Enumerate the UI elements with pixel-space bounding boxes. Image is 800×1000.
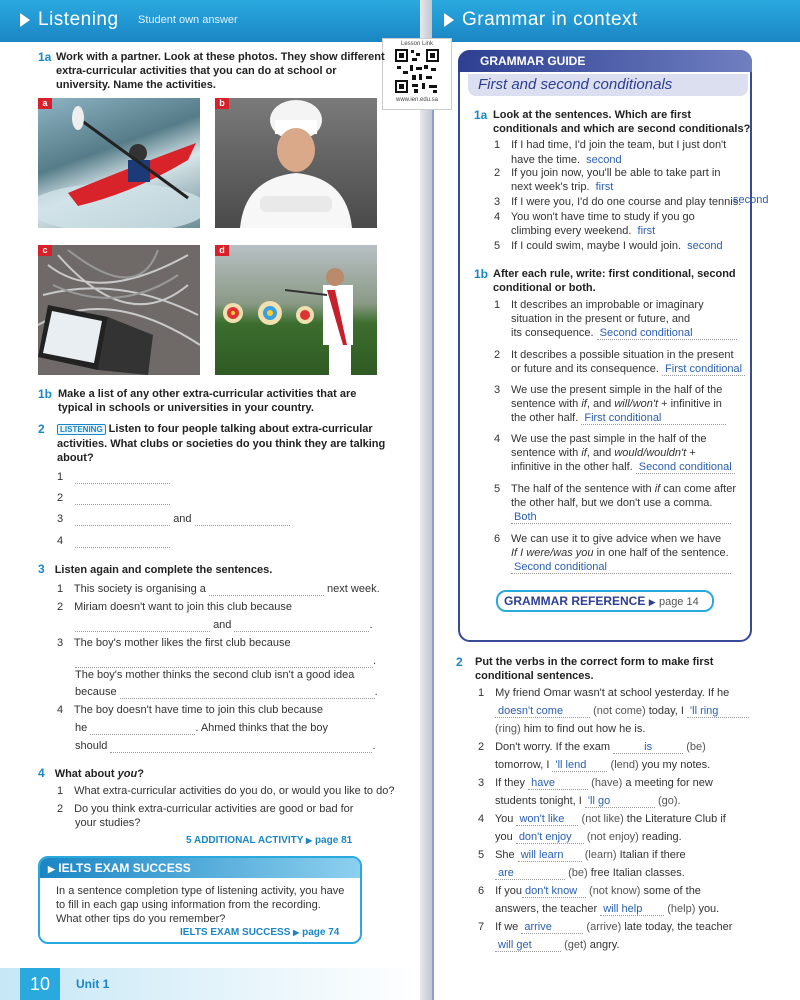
sentence-text: angry. (589, 939, 620, 951)
instruction-line: activities. What clubs or societies do you think they are talking (57, 438, 386, 450)
exercise-number: 1a (38, 50, 52, 64)
gap-fill-cont (495, 867, 685, 880)
answer-blank[interactable] (90, 723, 195, 735)
verb-hint: (ring) (495, 723, 521, 735)
laptop-illustration (38, 245, 200, 375)
handwritten-answer[interactable]: First conditional (662, 363, 745, 376)
italic-term: will/won't (614, 398, 659, 410)
photo-computing (38, 245, 200, 375)
verb-hint: (not like) (581, 813, 624, 825)
exercise-2 (38, 422, 386, 464)
sentence-text: You (494, 813, 514, 825)
handwritten-answer[interactable]: arrive (521, 921, 583, 934)
list-item (57, 535, 170, 548)
sentence-text: If I could swim, maybe I would join. (511, 240, 682, 252)
item-number: 2 (494, 167, 501, 179)
gap-fill-cont (495, 831, 682, 844)
rule-text: + infinitive in (658, 398, 722, 410)
guide-exercise-1a (474, 108, 751, 135)
grammar-guide-subtitle: First and second conditionals (468, 74, 748, 96)
rule-text: , and (586, 447, 615, 459)
handwritten-answer[interactable]: 'll ring (687, 705, 749, 718)
handwritten-answer[interactable]: 'll lend (552, 759, 607, 772)
item-number: 5 (494, 483, 501, 495)
rule-5 (494, 482, 744, 524)
verb-hint: (not come) (593, 705, 646, 717)
tip-line: to fill in each gap using information from the recording. (56, 899, 321, 911)
verb-hint: (be) (686, 741, 706, 753)
sentence-text: You won't have time to study if you go (510, 211, 695, 223)
grammar-header (432, 0, 800, 42)
item-number: 5 (494, 240, 501, 252)
photo-label: a (38, 98, 52, 109)
exercise-4 (38, 767, 144, 781)
italic-term: if (581, 447, 587, 459)
answer-blank[interactable] (75, 620, 210, 632)
item-number: 2 (57, 601, 64, 613)
exercise-instructions (57, 422, 392, 465)
arrow-icon: ▶ (293, 928, 300, 937)
handwritten-answer[interactable]: second (586, 154, 622, 166)
question-item: 2 Do you think extra-curricular activities are good or bad for (57, 803, 354, 815)
connector-text: and (173, 513, 192, 525)
exercise-1b (38, 387, 378, 414)
verb-hint: (be) (568, 867, 588, 879)
item-number: 1 (57, 471, 64, 483)
sentence-text: The boy's mother thinks the second club isn't a good idea (75, 669, 355, 681)
handwritten-answer[interactable]: Second conditional (511, 561, 731, 574)
verb-hint: (go). (657, 795, 681, 807)
sentence-text: If we (495, 921, 519, 933)
answer-blank[interactable] (195, 514, 290, 526)
item-number: 4 (57, 535, 64, 547)
exercise-number: 1a (474, 108, 488, 122)
ielts-box-header (40, 858, 360, 878)
rule-4 (494, 432, 754, 474)
sentence-text: . Ahmed thinks that the boy (195, 722, 329, 734)
handwritten-answer[interactable]: will help (600, 903, 664, 916)
grammar-reference-link[interactable] (496, 590, 714, 612)
rule-1 (494, 298, 744, 340)
handwritten-answer[interactable]: don't know (522, 885, 586, 898)
verb-hint: (have) (591, 777, 623, 789)
rule-text: We can use it to give advice when we have (511, 533, 722, 545)
listening-header (0, 0, 420, 42)
rule-text: The half of the sentence with (511, 483, 655, 495)
gap-fill-cont (495, 759, 710, 772)
sentence-text: should (75, 740, 108, 752)
item-number: 1 (494, 299, 501, 311)
sentence-text: My friend Omar wasn't at school yesterday. If he (495, 687, 730, 699)
sentence-text: Miriam doesn't want to join this club because (74, 601, 292, 613)
verb-hint: (not know) (589, 885, 641, 897)
guide-sentence (494, 139, 726, 152)
sentence-text: This society is organising a (73, 583, 206, 595)
page-ref: page 14 (658, 596, 699, 608)
handwritten-answer[interactable]: second (733, 194, 769, 206)
answer-blank[interactable] (75, 472, 170, 484)
unit-label: Unit 1 (76, 977, 110, 991)
rule-3 (494, 383, 744, 425)
rule-text: infinitive in the other half. (511, 461, 633, 473)
gap-fill-item (478, 885, 701, 898)
page-ref: page 74 (302, 927, 340, 938)
item-number: 1 (494, 139, 501, 151)
handwritten-answer[interactable]: are (495, 867, 565, 880)
sentence-text: answers, the teacher (495, 903, 598, 915)
exercise-2-grammar (456, 655, 714, 682)
page-ref: page 81 (314, 835, 353, 846)
rule-text: It describes an improbable or imaginary (511, 299, 704, 311)
exercise-number: 2 (456, 655, 463, 669)
answer-blank[interactable] (75, 656, 373, 668)
rule-text: or future and its consequence. (511, 363, 659, 375)
rule-text: its consequence. (511, 327, 594, 339)
arrow-icon: ▶ (648, 597, 656, 607)
gap-fill-cont (495, 903, 719, 916)
gap-fill-item (478, 849, 686, 862)
sentence-text: today, I (648, 705, 684, 717)
handwritten-answer[interactable]: Second conditional (597, 327, 737, 340)
question-text: Do you think extra-curricular activities are good or bad for (74, 803, 354, 815)
guide-sentence (494, 240, 726, 253)
exercise-instructions: What about (54, 768, 115, 780)
question-item: 1 What extra-curricular activities do you do, or would you like to do? (57, 785, 395, 797)
exercise-instructions (493, 267, 753, 295)
verb-hint: (arrive) (586, 921, 622, 933)
sentence-text: you my notes. (641, 759, 711, 771)
archery-illustration (215, 245, 377, 375)
gap-fill-item (478, 687, 729, 700)
sentence-text: If I were you, I'd do one course and play tennis. (511, 196, 742, 208)
instruction-line: extra-curricular activities that you can do at school or (56, 65, 337, 77)
handwritten-answer[interactable]: First conditional (581, 412, 726, 425)
header-note: Student own answer (138, 14, 238, 26)
sentence-text: next week's trip. (511, 181, 590, 193)
exercise-instructions (56, 50, 386, 92)
sentence-text: If I had time, I'd join the team, but I just don't (511, 139, 727, 151)
item-number: 3 (494, 384, 501, 396)
guide-exercise-1b (474, 267, 736, 294)
guide-sentence (494, 196, 774, 209)
page-border (432, 42, 434, 1000)
verb-hint: (lend) (610, 759, 639, 771)
answer-blank[interactable] (110, 741, 372, 753)
exercise-instructions: Listen again and complete the sentences. (54, 564, 273, 576)
sentence-text: next week. (327, 583, 380, 595)
item-number: 2 (494, 349, 501, 361)
exercise-number: 1b (38, 387, 53, 401)
list-item (57, 471, 170, 484)
exercise-number: 1b (474, 267, 489, 281)
sentence-text: because (75, 686, 117, 698)
exercise-number: 3 (38, 562, 45, 576)
guide-sentence-cont (511, 181, 616, 194)
answer-blank[interactable] (209, 584, 324, 596)
instruction-line: After each rule, write: first conditional, second (493, 268, 736, 280)
connector-text: and (213, 619, 232, 631)
gap-fill-item (478, 813, 726, 826)
lesson-link-url[interactable]: www.ien.edu.sa (395, 97, 439, 103)
answer-blank[interactable] (120, 687, 375, 699)
listening-badge: LISTENING (57, 424, 106, 435)
rule-text: + (686, 447, 696, 459)
exercise-instructions (493, 108, 753, 136)
instruction-line: Put the verbs in the correct form to make first (475, 656, 714, 668)
gap-fill-cont (495, 795, 681, 808)
item-number: 4 (57, 704, 64, 716)
answer-blank[interactable] (234, 620, 369, 632)
lesson-link-box[interactable] (382, 38, 452, 110)
gap-fill-cont (495, 723, 645, 736)
italic-term: if (581, 398, 587, 410)
rule-text: in one half of the sentence. (593, 547, 729, 559)
photo-chef (215, 98, 377, 228)
emphasis-text: you (117, 768, 138, 780)
answer-blank[interactable] (75, 536, 170, 548)
sentence-text: Don't worry. If the exam (495, 741, 611, 753)
sentence-text: She (495, 849, 515, 861)
guide-sentence (494, 211, 695, 224)
sentence-continuation: and . (75, 619, 373, 632)
instruction-line: conditionals and which are second conditionals? (493, 123, 751, 135)
kayak-illustration (38, 98, 200, 228)
rule-text: sentence with (511, 447, 582, 459)
section-title: Listening (38, 9, 119, 30)
additional-activity-link[interactable] (186, 834, 352, 847)
sentence-continuation (75, 669, 354, 682)
exercise-1a (38, 50, 385, 91)
rule-text: the other half. (511, 412, 579, 424)
page-number: 10 (20, 968, 60, 1000)
rule-text: sentence with (511, 398, 582, 410)
answer-blank[interactable] (75, 493, 170, 505)
instruction-line: conditional or both. (493, 282, 596, 294)
gap-fill-cont (495, 939, 620, 952)
guide-sentence-cont (511, 154, 625, 167)
rule-text: the other half, but we don't use a comma. (511, 497, 713, 509)
item-number: 3 (494, 196, 501, 208)
photo-archery (215, 245, 377, 375)
sentence-text: The boy's mother likes the first club because (73, 637, 291, 649)
sentence-text: If they (495, 777, 526, 789)
sentence-continuation: because . (75, 686, 378, 698)
sentence-text: Italian if there (619, 849, 686, 861)
guide-sentence-cont (511, 225, 658, 238)
link-text: GRAMMAR REFERENCE (504, 594, 646, 608)
photo-label: d (215, 245, 229, 256)
italic-term: if (654, 483, 661, 495)
exercise-number: 4 (38, 766, 45, 780)
page-footer (0, 968, 420, 1000)
rule-text: We use the present simple in the half of the (511, 384, 723, 396)
sentence-text: free Italian classes. (590, 867, 685, 879)
item-number: 1 (478, 687, 485, 699)
handwritten-answer[interactable]: will get (495, 939, 561, 952)
rule-text: It describes a possible situation in the present (511, 349, 734, 361)
exercise-number: 2 (38, 422, 45, 436)
grammar-guide-header: GRAMMAR GUIDE (458, 50, 752, 72)
sentence-text: If you join now, you'll be able to take part in (511, 167, 721, 179)
link-text: 5 ADDITIONAL ACTIVITY (186, 835, 304, 846)
item-number: 7 (478, 921, 485, 933)
sentence-continuation: should . (75, 740, 376, 752)
punctuation: ? (137, 768, 144, 780)
item-number: 4 (494, 433, 501, 445)
sentence-text: him to find out how he is. (523, 723, 646, 735)
qr-code-icon (394, 48, 440, 94)
item-number: 3 (57, 637, 64, 649)
instruction-line: Work with a partner. Look at these photos. They show different (56, 51, 385, 63)
sentence-item (57, 601, 292, 614)
handwritten-answer[interactable]: don't enjoy (516, 831, 584, 844)
rule-2 (494, 348, 754, 376)
sentence-text: The boy doesn't have time to join this club because (73, 704, 323, 716)
sentence-item (57, 637, 291, 650)
sentence-text: a meeting for new (625, 777, 713, 789)
instruction-line: university. Name the activities. (56, 79, 216, 91)
item-number: 1 (57, 583, 64, 595)
handwritten-answer[interactable]: won't like (516, 813, 578, 826)
instruction-line: about? (57, 452, 94, 464)
item-number: 2 (478, 741, 485, 753)
instruction-line: typical in schools or universities in your country. (58, 402, 314, 414)
sentence-text: he (75, 722, 88, 734)
sentence-text: reading. (641, 831, 682, 843)
verb-hint: (get) (564, 939, 587, 951)
handwritten-answer[interactable]: have (528, 777, 588, 790)
handwritten-answer[interactable]: first (637, 225, 656, 237)
lesson-link-label: Lesson Link (400, 41, 434, 47)
answer-blank[interactable] (75, 514, 170, 526)
box-title: IELTS EXAM SUCCESS (58, 861, 191, 875)
exercise-instructions (58, 387, 388, 415)
item-number: 2 (57, 492, 64, 504)
handwritten-answer[interactable]: is (613, 741, 683, 754)
list-item (57, 492, 170, 505)
verb-hint: (learn) (584, 849, 617, 861)
item-number: 5 (478, 849, 485, 861)
link-text: IELTS EXAM SUCCESS (180, 927, 291, 938)
triangle-icon: ▶ (48, 864, 55, 874)
handwritten-answer[interactable]: Second conditional (636, 461, 735, 474)
handwritten-answer[interactable]: first (595, 181, 614, 193)
sentence-text: you (495, 831, 513, 843)
instruction-line: Listen to four people talking about extra-curricular (108, 423, 373, 435)
verb-hint: (help) (667, 903, 696, 915)
guide-sentence (494, 167, 720, 180)
sentence-item (57, 704, 323, 717)
handwritten-answer[interactable]: second (687, 240, 723, 252)
section-title: Grammar in context (462, 9, 638, 30)
handwritten-answer[interactable]: Both (511, 511, 731, 524)
handwritten-answer[interactable]: will learn (518, 849, 582, 862)
arrow-icon: ▶ (306, 836, 313, 845)
exercise-3 (38, 563, 272, 577)
rule-text: situation in the present or future, and (511, 313, 691, 325)
page-gutter (420, 0, 432, 1000)
sentence-text: tomorrow, I (495, 759, 550, 771)
rule-6 (494, 532, 744, 574)
sentence-text: you. (698, 903, 720, 915)
sentence-continuation (75, 722, 328, 735)
item-number: 6 (478, 885, 485, 897)
sentence-text: students tonight, I (495, 795, 582, 807)
list-item (57, 513, 290, 526)
item-number: 3 (57, 513, 64, 525)
sentence-text: the Literature Club if (626, 813, 726, 825)
sentence-text: climbing every weekend. (511, 225, 632, 237)
gap-fill-item (478, 777, 713, 790)
sentence-text: If you (495, 885, 522, 897)
ielts-text (56, 884, 356, 926)
exercise-instructions (475, 655, 775, 683)
question-text: your studies? (75, 817, 141, 829)
gap-fill-cont (495, 705, 749, 718)
italic-term: would/wouldn't (614, 447, 687, 459)
item-number: 3 (478, 777, 485, 789)
item-number: 6 (494, 533, 501, 545)
tip-line: In a sentence completion type of listening activity, you have (56, 885, 345, 897)
sentence-item (57, 583, 380, 596)
question-continuation (75, 817, 140, 830)
handwritten-answer[interactable]: doesn't come (495, 705, 590, 718)
photo-kayaking (38, 98, 200, 228)
sentence-text: late today, the teacher (624, 921, 733, 933)
sentence-continuation: . (75, 655, 376, 668)
question-text: What extra-curricular activities do you do, or would you like to do? (74, 785, 395, 797)
gap-fill-item (478, 921, 732, 934)
sentence-text: some of the (643, 885, 701, 897)
instruction-line: Make a list of any other extra-curricular activities that are (58, 388, 357, 400)
verb-hint: (not enjoy) (586, 831, 639, 843)
item-number: 4 (478, 813, 485, 825)
chef-illustration (215, 98, 377, 228)
gap-fill-item (478, 741, 706, 754)
tip-line: What other tips do you remember? (56, 913, 226, 925)
ielts-box (38, 856, 362, 944)
instruction-line: conditional sentences. (475, 670, 594, 682)
rule-text: We use the past simple in the half of the (511, 433, 707, 445)
instruction-line: Look at the sentences. Which are first (493, 109, 692, 121)
sentence-text: have the time. (511, 154, 581, 166)
photo-label: c (38, 245, 52, 256)
rule-text: can come after (660, 483, 737, 495)
item-number: 4 (494, 211, 501, 223)
rule-text: , and (586, 398, 615, 410)
ielts-reference-link[interactable] (180, 927, 339, 938)
photo-label: b (215, 98, 229, 109)
italic-term: If I were/was you (511, 547, 594, 559)
handwritten-answer[interactable]: 'll go (585, 795, 655, 808)
